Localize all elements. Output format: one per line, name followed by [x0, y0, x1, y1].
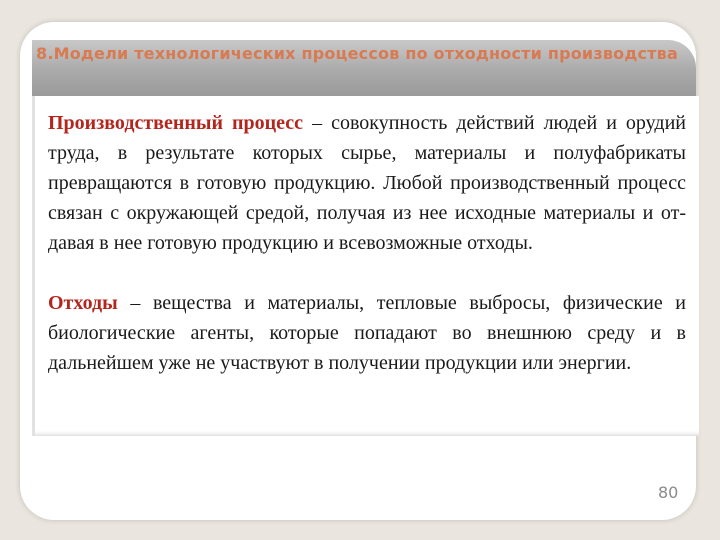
definition-text-production-process: – совокупность действий людей и орудий труда, в результате которых сырье, материалы и полуфабрикаты превращаются в готовую продукцию. Любой производственный процесс связан с окружающей средой, получая из нее исходные материалы и от-давая в нее готовую продукцию и всевозможные отходы.	[48, 112, 686, 254]
term-production-process: Производственный процесс	[48, 112, 304, 134]
definition-waste	[48, 288, 686, 378]
page-number: 80	[658, 483, 679, 502]
definition-production-process	[48, 108, 686, 258]
slide-body	[48, 108, 686, 378]
term-waste: Отходы	[48, 292, 118, 314]
definition-text-waste: – вещества и материалы, тепловые выбросы, физические и биологические агенты, которые попадают во внешнюю среду и в дальнейшем уже не участвуют в получении продукции или энергии.	[48, 292, 686, 374]
slide-title: 8.Модели технологических процессов по отходности производства	[36, 44, 678, 63]
